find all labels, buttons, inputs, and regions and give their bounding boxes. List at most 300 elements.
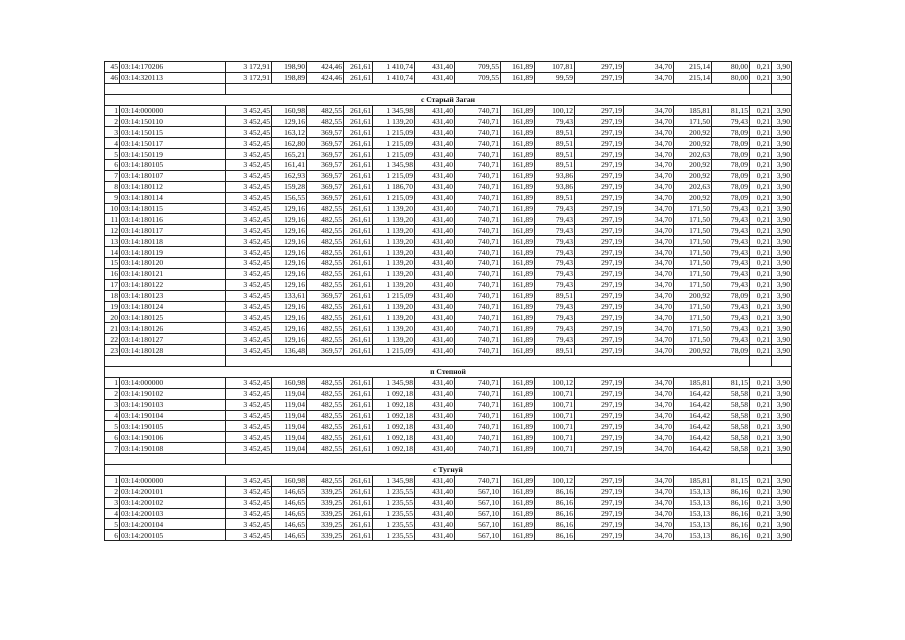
- value-cell: 79,43: [712, 323, 750, 334]
- value-cell: 171,50: [674, 334, 712, 345]
- value-cell: 129,16: [272, 225, 307, 236]
- value-cell: 0,21: [750, 214, 772, 225]
- value-cell: 58,58: [712, 399, 750, 410]
- row-number: 46: [105, 72, 120, 83]
- value-cell: 215,14: [674, 62, 712, 73]
- value-cell: 161,89: [501, 399, 535, 410]
- cadastral-code-cell: 03:14:180118: [120, 236, 226, 247]
- value-cell: 297,19: [575, 138, 624, 149]
- cadastral-code-cell: 03:14:180115: [120, 203, 226, 214]
- value-cell: 58,58: [712, 388, 750, 399]
- value-cell: 339,25: [307, 486, 344, 497]
- value-cell: 3,90: [772, 508, 792, 519]
- table-row: [105, 181, 792, 192]
- value-cell: 297,19: [575, 399, 624, 410]
- value-cell: 34,70: [624, 72, 674, 83]
- value-cell: 107,81: [535, 62, 575, 73]
- value-cell: 86,16: [712, 486, 750, 497]
- table-row: [105, 192, 792, 203]
- value-cell: 161,89: [501, 443, 535, 454]
- value-cell: 78,09: [712, 127, 750, 138]
- row-number: 4: [105, 508, 120, 519]
- value-cell: 431,40: [415, 323, 455, 334]
- value-cell: 3,90: [772, 519, 792, 530]
- value-cell: 34,70: [624, 497, 674, 508]
- value-cell: 89,51: [535, 149, 575, 160]
- value-cell: 34,70: [624, 170, 674, 181]
- value-cell: 369,57: [307, 127, 344, 138]
- value-cell: 86,16: [712, 519, 750, 530]
- value-cell: 431,40: [415, 127, 455, 138]
- value-cell: 482,55: [307, 116, 344, 127]
- value-cell: 161,89: [501, 225, 535, 236]
- value-cell: 78,09: [712, 290, 750, 301]
- value-cell: 161,89: [501, 62, 535, 73]
- value-cell: 34,70: [624, 323, 674, 334]
- value-cell: 86,16: [535, 497, 575, 508]
- cadastral-code-cell: 03:14:180121: [120, 268, 226, 279]
- value-cell: 0,21: [750, 268, 772, 279]
- value-cell: 159,28: [272, 181, 307, 192]
- value-cell: 185,81: [674, 105, 712, 116]
- value-cell: 0,21: [750, 334, 772, 345]
- value-cell: 482,55: [307, 377, 344, 388]
- value-cell: 261,61: [344, 334, 373, 345]
- value-cell: 297,19: [575, 432, 624, 443]
- value-cell: 3 452,45: [226, 508, 272, 519]
- value-cell: 3 452,45: [226, 214, 272, 225]
- value-cell: 431,40: [415, 519, 455, 530]
- value-cell: 89,51: [535, 345, 575, 356]
- value-cell: 261,61: [344, 127, 373, 138]
- value-cell: 34,70: [624, 290, 674, 301]
- value-cell: 261,61: [344, 508, 373, 519]
- row-number: 14: [105, 247, 120, 258]
- value-cell: 146,65: [272, 519, 307, 530]
- value-cell: 1 139,20: [373, 301, 415, 312]
- value-cell: 161,89: [501, 127, 535, 138]
- value-cell: 34,70: [624, 475, 674, 486]
- row-number: 1: [105, 475, 120, 486]
- value-cell: 431,40: [415, 236, 455, 247]
- value-cell: 261,61: [344, 519, 373, 530]
- value-cell: 89,51: [535, 138, 575, 149]
- cadastral-code-cell: 03:14:180112: [120, 181, 226, 192]
- value-cell: 3 452,45: [226, 410, 272, 421]
- value-cell: 58,58: [712, 421, 750, 432]
- value-cell: 161,89: [501, 312, 535, 323]
- value-cell: 161,89: [501, 410, 535, 421]
- value-cell: 740,71: [455, 399, 501, 410]
- value-cell: 1 345,98: [373, 105, 415, 116]
- value-cell: 0,21: [750, 432, 772, 443]
- value-cell: 160,98: [272, 105, 307, 116]
- value-cell: 3,90: [772, 399, 792, 410]
- value-cell: 261,61: [344, 443, 373, 454]
- value-cell: 431,40: [415, 334, 455, 345]
- value-cell: 58,58: [712, 432, 750, 443]
- value-cell: 171,50: [674, 258, 712, 269]
- value-cell: 3 452,45: [226, 149, 272, 160]
- value-cell: 339,25: [307, 530, 344, 541]
- value-cell: 200,92: [674, 170, 712, 181]
- row-number: 3: [105, 399, 120, 410]
- value-cell: 3,90: [772, 388, 792, 399]
- row-number: 7: [105, 443, 120, 454]
- value-cell: 129,16: [272, 247, 307, 258]
- table-row: [105, 247, 792, 258]
- value-cell: 81,15: [712, 105, 750, 116]
- value-cell: 164,42: [674, 421, 712, 432]
- spacer-cell: [226, 356, 750, 367]
- value-cell: 153,13: [674, 530, 712, 541]
- value-cell: 171,50: [674, 236, 712, 247]
- cadastral-code-cell: 03:14:180124: [120, 301, 226, 312]
- value-cell: 119,04: [272, 399, 307, 410]
- row-number: 7: [105, 170, 120, 181]
- value-cell: 3 452,45: [226, 388, 272, 399]
- value-cell: 3 452,45: [226, 290, 272, 301]
- value-cell: 431,40: [415, 116, 455, 127]
- spacer-row: [105, 454, 792, 465]
- value-cell: 740,71: [455, 236, 501, 247]
- value-cell: 3 452,45: [226, 138, 272, 149]
- value-cell: 34,70: [624, 443, 674, 454]
- value-cell: 200,92: [674, 138, 712, 149]
- value-cell: 100,71: [535, 399, 575, 410]
- row-number: 3: [105, 497, 120, 508]
- row-number: 5: [105, 149, 120, 160]
- value-cell: 79,43: [712, 258, 750, 269]
- value-cell: 482,55: [307, 443, 344, 454]
- value-cell: 79,43: [535, 203, 575, 214]
- value-cell: 3,90: [772, 312, 792, 323]
- row-number: 1: [105, 105, 120, 116]
- value-cell: 740,71: [455, 388, 501, 399]
- cadastral-code-cell: 03:14:180107: [120, 170, 226, 181]
- value-cell: 79,43: [712, 236, 750, 247]
- value-cell: 161,89: [501, 149, 535, 160]
- value-cell: 34,70: [624, 388, 674, 399]
- value-cell: 431,40: [415, 279, 455, 290]
- value-cell: 740,71: [455, 334, 501, 345]
- section-title: с Тугнуй: [105, 464, 792, 475]
- value-cell: 431,40: [415, 497, 455, 508]
- value-cell: 261,61: [344, 323, 373, 334]
- value-cell: 1 092,18: [373, 421, 415, 432]
- value-cell: 1 410,74: [373, 72, 415, 83]
- value-cell: 89,51: [535, 192, 575, 203]
- value-cell: 34,70: [624, 62, 674, 73]
- value-cell: 740,71: [455, 377, 501, 388]
- value-cell: 161,89: [501, 519, 535, 530]
- value-cell: 431,40: [415, 203, 455, 214]
- value-cell: 161,89: [501, 268, 535, 279]
- value-cell: 297,19: [575, 170, 624, 181]
- value-cell: 1 139,20: [373, 225, 415, 236]
- value-cell: 3 452,45: [226, 421, 272, 432]
- value-cell: 200,92: [674, 160, 712, 171]
- value-cell: 297,19: [575, 301, 624, 312]
- value-cell: 79,43: [535, 116, 575, 127]
- value-cell: 3 452,45: [226, 203, 272, 214]
- value-cell: 78,09: [712, 170, 750, 181]
- value-cell: 146,65: [272, 497, 307, 508]
- value-cell: 431,40: [415, 475, 455, 486]
- value-cell: 79,43: [712, 279, 750, 290]
- value-cell: 1 215,09: [373, 170, 415, 181]
- value-cell: 100,71: [535, 443, 575, 454]
- value-cell: 297,19: [575, 421, 624, 432]
- value-cell: 161,89: [501, 258, 535, 269]
- cadastral-code-cell: 03:14:200103: [120, 508, 226, 519]
- value-cell: 161,89: [501, 290, 535, 301]
- value-cell: 431,40: [415, 508, 455, 519]
- value-cell: 482,55: [307, 388, 344, 399]
- value-cell: 297,19: [575, 192, 624, 203]
- value-cell: 297,19: [575, 508, 624, 519]
- value-cell: 34,70: [624, 345, 674, 356]
- table-row: [105, 377, 792, 388]
- table-row: [105, 290, 792, 301]
- cadastral-code-cell: 03:14:180116: [120, 214, 226, 225]
- row-number: 9: [105, 192, 120, 203]
- value-cell: 171,50: [674, 214, 712, 225]
- value-cell: 431,40: [415, 138, 455, 149]
- value-cell: 0,21: [750, 127, 772, 138]
- cadastral-code-cell: 03:14:180126: [120, 323, 226, 334]
- value-cell: 34,70: [624, 203, 674, 214]
- value-cell: 339,25: [307, 508, 344, 519]
- value-cell: 1 139,20: [373, 258, 415, 269]
- value-cell: 34,70: [624, 301, 674, 312]
- value-cell: 119,04: [272, 388, 307, 399]
- value-cell: 79,43: [712, 214, 750, 225]
- value-cell: 34,70: [624, 530, 674, 541]
- value-cell: 3 452,45: [226, 486, 272, 497]
- value-cell: 3,90: [772, 334, 792, 345]
- value-cell: 0,21: [750, 72, 772, 83]
- cadastral-code-cell: 03:14:190102: [120, 388, 226, 399]
- value-cell: 431,40: [415, 421, 455, 432]
- cadastral-code-cell: 03:14:180127: [120, 334, 226, 345]
- value-cell: 261,61: [344, 138, 373, 149]
- value-cell: 0,21: [750, 530, 772, 541]
- value-cell: 34,70: [624, 279, 674, 290]
- value-cell: 0,21: [750, 236, 772, 247]
- value-cell: 297,19: [575, 475, 624, 486]
- value-cell: 1 215,09: [373, 192, 415, 203]
- cadastral-code-cell: 03:14:150110: [120, 116, 226, 127]
- value-cell: 297,19: [575, 486, 624, 497]
- value-cell: 3,90: [772, 323, 792, 334]
- value-cell: 297,19: [575, 236, 624, 247]
- value-cell: 261,61: [344, 72, 373, 83]
- table-row: [105, 225, 792, 236]
- value-cell: 100,71: [535, 421, 575, 432]
- value-cell: 3,90: [772, 247, 792, 258]
- value-cell: 78,09: [712, 138, 750, 149]
- value-cell: 297,19: [575, 497, 624, 508]
- table-row: [105, 214, 792, 225]
- value-cell: 0,21: [750, 443, 772, 454]
- value-cell: 0,21: [750, 312, 772, 323]
- tariff-table-body: [105, 62, 792, 541]
- cadastral-code-cell: 03:14:150117: [120, 138, 226, 149]
- value-cell: 3,90: [772, 72, 792, 83]
- table-row: [105, 149, 792, 160]
- table-row: [105, 508, 792, 519]
- value-cell: 431,40: [415, 345, 455, 356]
- cadastral-code-cell: 03:14:000000: [120, 475, 226, 486]
- value-cell: 261,61: [344, 475, 373, 486]
- value-cell: 161,89: [501, 236, 535, 247]
- value-cell: 482,55: [307, 258, 344, 269]
- value-cell: 740,71: [455, 432, 501, 443]
- value-cell: 164,42: [674, 388, 712, 399]
- value-cell: 482,55: [307, 301, 344, 312]
- value-cell: 261,61: [344, 268, 373, 279]
- table-row: [105, 203, 792, 214]
- value-cell: 3,90: [772, 203, 792, 214]
- value-cell: 161,89: [501, 105, 535, 116]
- value-cell: 163,12: [272, 127, 307, 138]
- value-cell: 709,55: [455, 72, 501, 83]
- value-cell: 261,61: [344, 149, 373, 160]
- value-cell: 79,43: [535, 247, 575, 258]
- value-cell: 34,70: [624, 105, 674, 116]
- value-cell: 3 452,45: [226, 530, 272, 541]
- value-cell: 261,61: [344, 192, 373, 203]
- value-cell: 1 092,18: [373, 410, 415, 421]
- value-cell: 129,16: [272, 279, 307, 290]
- row-number: 20: [105, 312, 120, 323]
- value-cell: 740,71: [455, 138, 501, 149]
- row-number: 2: [105, 116, 120, 127]
- row-number: 6: [105, 432, 120, 443]
- cadastral-code-cell: 03:14:000000: [120, 377, 226, 388]
- section-header-row: [105, 464, 792, 475]
- value-cell: 161,89: [501, 301, 535, 312]
- value-cell: 482,55: [307, 105, 344, 116]
- table-row: [105, 388, 792, 399]
- cadastral-code-cell: 03:14:150115: [120, 127, 226, 138]
- value-cell: 99,59: [535, 72, 575, 83]
- value-cell: 482,55: [307, 203, 344, 214]
- value-cell: 79,43: [535, 323, 575, 334]
- table-row: [105, 475, 792, 486]
- row-number: 1: [105, 377, 120, 388]
- value-cell: 79,43: [535, 258, 575, 269]
- value-cell: 3 452,45: [226, 345, 272, 356]
- value-cell: 34,70: [624, 312, 674, 323]
- row-number: 16: [105, 268, 120, 279]
- value-cell: 79,43: [535, 279, 575, 290]
- value-cell: 160,98: [272, 377, 307, 388]
- value-cell: 58,58: [712, 410, 750, 421]
- cadastral-code-cell: 03:14:180105: [120, 160, 226, 171]
- value-cell: 171,50: [674, 225, 712, 236]
- value-cell: 161,89: [501, 116, 535, 127]
- value-cell: 215,14: [674, 72, 712, 83]
- value-cell: 424,46: [307, 72, 344, 83]
- value-cell: 100,71: [535, 410, 575, 421]
- value-cell: 431,40: [415, 170, 455, 181]
- value-cell: 34,70: [624, 508, 674, 519]
- value-cell: 431,40: [415, 399, 455, 410]
- value-cell: 482,55: [307, 432, 344, 443]
- value-cell: 1 139,20: [373, 247, 415, 258]
- cadastral-code-cell: 03:14:190104: [120, 410, 226, 421]
- row-number: 3: [105, 127, 120, 138]
- value-cell: 740,71: [455, 301, 501, 312]
- value-cell: 740,71: [455, 127, 501, 138]
- value-cell: 79,43: [712, 203, 750, 214]
- value-cell: 161,89: [501, 138, 535, 149]
- cadastral-code-cell: 03:14:190108: [120, 443, 226, 454]
- row-number: 19: [105, 301, 120, 312]
- value-cell: 162,93: [272, 170, 307, 181]
- value-cell: 431,40: [415, 268, 455, 279]
- value-cell: 261,61: [344, 225, 373, 236]
- value-cell: 198,89: [272, 72, 307, 83]
- value-cell: 0,21: [750, 345, 772, 356]
- table-row: [105, 258, 792, 269]
- value-cell: 431,40: [415, 105, 455, 116]
- value-cell: 740,71: [455, 410, 501, 421]
- value-cell: 79,43: [712, 312, 750, 323]
- cadastral-code-cell: 03:14:190103: [120, 399, 226, 410]
- value-cell: 79,43: [712, 225, 750, 236]
- table-row: [105, 170, 792, 181]
- value-cell: 3,90: [772, 160, 792, 171]
- value-cell: 34,70: [624, 258, 674, 269]
- value-cell: 431,40: [415, 192, 455, 203]
- value-cell: 482,55: [307, 225, 344, 236]
- row-number: 4: [105, 410, 120, 421]
- value-cell: 261,61: [344, 530, 373, 541]
- value-cell: 171,50: [674, 301, 712, 312]
- value-cell: 482,55: [307, 323, 344, 334]
- value-cell: 261,61: [344, 290, 373, 301]
- value-cell: 0,21: [750, 170, 772, 181]
- value-cell: 79,43: [535, 214, 575, 225]
- value-cell: 431,40: [415, 301, 455, 312]
- value-cell: 161,89: [501, 323, 535, 334]
- value-cell: 3,90: [772, 421, 792, 432]
- value-cell: 1 235,55: [373, 497, 415, 508]
- value-cell: 261,61: [344, 410, 373, 421]
- value-cell: 740,71: [455, 214, 501, 225]
- value-cell: 129,16: [272, 268, 307, 279]
- spacer-cell: [772, 356, 792, 367]
- cadastral-code-cell: 03:14:180125: [120, 312, 226, 323]
- value-cell: 58,58: [712, 443, 750, 454]
- value-cell: 3 452,45: [226, 170, 272, 181]
- value-cell: 1 215,09: [373, 149, 415, 160]
- value-cell: 3 452,45: [226, 432, 272, 443]
- value-cell: 3,90: [772, 497, 792, 508]
- value-cell: 0,21: [750, 116, 772, 127]
- value-cell: 161,41: [272, 160, 307, 171]
- value-cell: 34,70: [624, 225, 674, 236]
- cadastral-code-cell: 03:14:200105: [120, 530, 226, 541]
- value-cell: 1 139,20: [373, 279, 415, 290]
- value-cell: 153,13: [674, 486, 712, 497]
- value-cell: 129,16: [272, 334, 307, 345]
- value-cell: 3,90: [772, 170, 792, 181]
- value-cell: 0,21: [750, 258, 772, 269]
